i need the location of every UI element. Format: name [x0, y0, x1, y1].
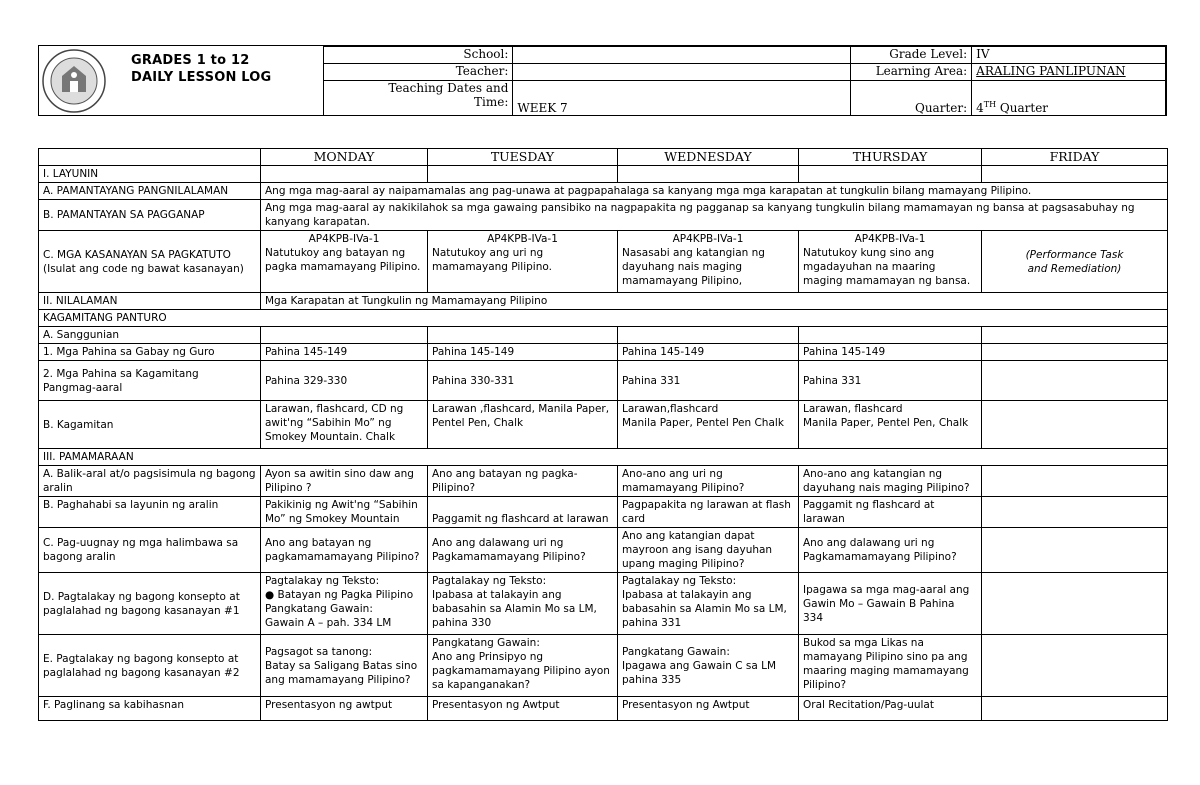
pagtalakay-2-wednesday: [618, 635, 799, 697]
table-row: [39, 528, 1168, 573]
table-cell[interactable]: [982, 166, 1168, 183]
pagtalakay-1-wednesday-line-2: Ipabasa at talakayin ang babasahin sa Alamin Mo sa LM, pahina 331: [622, 589, 787, 629]
day-header-row: [39, 149, 1168, 166]
b-kagamitan-monday: Larawan, flashcard, CD ng awit'ng “Sabihin Mo” ng Smokey Mountain. Chalk: [261, 401, 428, 449]
pagtalakay-2-wednesday-line-2: Ipagawa ang Gawain C sa LM pahina 335: [622, 659, 777, 686]
pagtalakay-2-tuesday: [428, 635, 618, 697]
table-row: [39, 231, 1168, 293]
teacher-label: Teacher:: [324, 64, 513, 81]
table-cell[interactable]: [261, 166, 428, 183]
table-cell[interactable]: [428, 327, 618, 344]
b-kagamitan-wednesday: [618, 401, 799, 449]
pagtalakay-1-wednesday: [618, 573, 799, 635]
table-cell[interactable]: [982, 344, 1168, 361]
competency-code: AP4KPB-IVa-1: [854, 233, 926, 245]
gabay-guro-wednesday: Pahina 145-149: [618, 344, 799, 361]
kagamitang-thursday: Pahina 331: [799, 361, 982, 401]
competency-text: Nasasabi ang katangian ng dayuhang nais maging mamamayang Pilipino,: [622, 247, 765, 287]
quarter-superscript: TH: [983, 100, 997, 109]
balik-aral-tuesday: Ano ang batayan ng pagka-Pilipino?: [428, 466, 618, 497]
grade-level-label: Grade Level:: [851, 47, 972, 64]
b-kagamitan-thursday-line-1: Larawan, flashcard: [803, 403, 903, 415]
table-row: [39, 183, 1168, 200]
table-row: [39, 573, 1168, 635]
balik-aral-thursday: Ano-ano ang katangian ng dayuhang nais maging Pilipino?: [799, 466, 982, 497]
kasanayan-thursday: [799, 231, 982, 293]
header-info-table: [323, 46, 1166, 116]
pamantayang-pangnilalaman-value: Ang mga mag-aaral ay naipamamalas ang pag-unawa at pagpapahalaga sa kanyang mga mga karapatan at tungkulin bilang mamayang Pilipino.: [261, 183, 1168, 200]
title-line-2: DAILY LESSON LOG: [131, 70, 272, 85]
b-kagamitan-wednesday-line-2: Manila Paper, Pentel Pen Chalk: [622, 417, 784, 429]
table-cell[interactable]: [982, 635, 1168, 697]
teaching-dates-label-line-2: Time:: [474, 95, 509, 109]
pamamaraan-heading: III. PAMAMARAAN: [39, 449, 1168, 466]
deped-seal-icon: [41, 48, 107, 114]
table-row: [39, 449, 1168, 466]
day-header-thursday: THURSDAY: [799, 149, 982, 166]
pagtalakay-2-tuesday-line-1: Pangkatang Gawain:: [432, 637, 540, 649]
table-row: [39, 635, 1168, 697]
quarter-label: Quarter:: [851, 81, 972, 116]
paghahabi-wednesday: Pagpapakita ng larawan at flash card: [618, 497, 799, 528]
table-row: [39, 401, 1168, 449]
pag-uugnay-tuesday: Ano ang dalawang uri ng Pagkamamamayang Pilipino?: [428, 528, 618, 573]
paghahabi-monday: Pakikinig ng Awit'ng “Sabihin Mo” ng Smokey Mountain: [261, 497, 428, 528]
table-cell[interactable]: [982, 466, 1168, 497]
lesson-log-table: [38, 148, 1168, 721]
pagtalakay-1-wednesday-line-1: Pagtalakay ng Teksto:: [622, 575, 737, 587]
kasanayan-label-line-2: (Isulat ang code ng bawat kasanayan): [43, 262, 244, 275]
kagamitang-label-line-2: Pangmag-aaral: [43, 381, 123, 394]
pagtalakay-1-monday-line-1: Pagtalakay ng Teksto:: [265, 575, 380, 587]
competency-text: Natutukoy ang uri ng mamamayang Pilipino.: [432, 247, 552, 273]
b-kagamitan-thursday-line-2: Manila Paper, Pentel Pen, Chalk: [803, 417, 969, 429]
header-block: [38, 45, 1167, 116]
school-label: School:: [324, 47, 513, 64]
performance-task-line-2: and Remediation): [1027, 262, 1122, 275]
gabay-guro-label: 1. Mga Pahina sa Gabay ng Guro: [39, 344, 261, 361]
kasanayan-wednesday: [618, 231, 799, 293]
table-row: [39, 697, 1168, 721]
table-row: [39, 361, 1168, 401]
kasanayan-label-line-1: C. MGA KASANAYAN SA PAGKATUTO: [43, 248, 231, 261]
competency-code: AP4KPB-IVa-1: [308, 233, 380, 245]
sanggunian-label: A. Sanggunian: [39, 327, 261, 344]
balik-aral-label: A. Balik-aral at/o pagsisimula ng bagong aralin: [39, 466, 261, 497]
pamantayan-sa-pagganap-value: Ang mga mag-aaral ay nakikilahok sa mga gawaing pansibiko na nagpapakita ng pagganap sa kanyang tungkulin bilang mamamayan ng bansa at pagsasabuhay ng kanyang karapatan.: [261, 200, 1168, 231]
day-header-monday: MONDAY: [261, 149, 428, 166]
table-row: [39, 293, 1168, 310]
title-line-1: GRADES 1 to 12: [131, 53, 250, 68]
pagtalakay-1-tuesday: [428, 573, 618, 635]
table-row: [39, 200, 1168, 231]
competency-text: Natutukoy ang batayan ng pagka mamamayang Pilipino.: [265, 247, 421, 273]
pagtalakay-1-tuesday-line-1: Pagtalakay ng Teksto:: [432, 575, 547, 587]
table-cell[interactable]: [428, 166, 618, 183]
kagamitang-wednesday: Pahina 331: [618, 361, 799, 401]
balik-aral-wednesday: Ano-ano ang uri ng mamamayang Pilipino?: [618, 466, 799, 497]
pagtalakay-2-tuesday-line-2: Ano ang Prinsipyo ng pagkamamamayang Pilipino ayon sa kapanganakan?: [432, 651, 610, 691]
kasanayan-label: [39, 231, 261, 293]
day-header-wednesday: WEDNESDAY: [618, 149, 799, 166]
kasanayan-tuesday: [428, 231, 618, 293]
pag-uugnay-label: C. Pag-uugnay ng mga halimbawa sa bagong aralin: [39, 528, 261, 573]
pagtalakay-1-thursday: Ipagawa sa mga mag-aaral ang Gawin Mo – Gawain B Pahina 334: [799, 573, 982, 635]
day-header-blank: [39, 149, 261, 166]
layunin-heading: I. LAYUNIN: [39, 166, 261, 183]
day-header-tuesday: TUESDAY: [428, 149, 618, 166]
pagtalakay-2-monday: [261, 635, 428, 697]
competency-code: AP4KPB-IVa-1: [487, 233, 558, 245]
pagtalakay-1-monday-line-4: Gawain A – pah. 334 LM: [265, 617, 392, 629]
nilalaman-value: Mga Karapatan at Tungkulin ng Mamamayang Pilipino: [261, 293, 1168, 310]
competency-code: AP4KPB-IVa-1: [672, 233, 744, 245]
table-cell[interactable]: [618, 166, 799, 183]
table-cell[interactable]: [799, 327, 982, 344]
competency-text: Natutukoy kung sino ang mgadayuhan na maaring maging mamamayan ng bansa.: [803, 247, 971, 287]
table-cell[interactable]: [261, 327, 428, 344]
paghahabi-thursday: Paggamit ng flashcard at larawan: [799, 497, 982, 528]
pagtalakay-2-label: E. Pagtalakay ng bagong konsepto at paglalahad ng bagong kasanayan #2: [39, 635, 261, 697]
table-cell[interactable]: [618, 327, 799, 344]
b-kagamitan-wednesday-line-1: Larawan,flashcard: [622, 403, 719, 415]
teacher-field[interactable]: [513, 64, 851, 81]
kasanayan-friday: [982, 231, 1168, 293]
b-kagamitan-thursday: [799, 401, 982, 449]
paglinang-thursday: Oral Recitation/Pag-uulat: [799, 697, 982, 721]
grade-level-field[interactable]: IV: [972, 47, 1166, 64]
table-cell[interactable]: [982, 528, 1168, 573]
pagtalakay-1-monday-line-3: Pangkatang Gawain:: [265, 603, 373, 615]
table-cell[interactable]: [982, 497, 1168, 528]
pagtalakay-2-wednesday-line-1: Pangkatang Gawain:: [622, 645, 730, 658]
b-kagamitan-tuesday: Larawan ,flashcard, Manila Paper, Pentel Pen, Chalk: [428, 401, 618, 449]
paghahabi-tuesday: Paggamit ng flashcard at larawan: [428, 497, 618, 528]
table-row: [39, 344, 1168, 361]
table-row: [39, 310, 1168, 327]
paghahabi-label: B. Paghahabi sa layunin ng aralin: [39, 497, 261, 528]
table-cell[interactable]: [982, 327, 1168, 344]
teaching-dates-field[interactable]: WEEK 7: [513, 81, 851, 116]
performance-task-line-1: (Performance Task: [1025, 248, 1124, 261]
table-row: [39, 166, 1168, 183]
pag-uugnay-thursday: Ano ang dalawang uri ng Pagkamamamayang Pilipino?: [799, 528, 982, 573]
learning-area-field[interactable]: ARALING PANLIPUNAN: [972, 64, 1166, 81]
form-title: [131, 52, 271, 86]
kagamitang-monday: Pahina 329-330: [261, 361, 428, 401]
kagamitang-panturo-heading: KAGAMITANG PANTURO: [39, 310, 1168, 327]
kagamitang-mag-aaral-label: [39, 361, 261, 401]
pag-uugnay-wednesday: Ano ang katangian dapat mayroon ang isang dayuhan upang maging Pilipino?: [618, 528, 799, 573]
pagtalakay-2-monday-line-2: Batay sa Saligang Batas sino ang mamamayang Pilipino?: [265, 659, 418, 686]
paglinang-tuesday: Presentasyon ng Awtput: [428, 697, 618, 721]
kasanayan-monday: [261, 231, 428, 293]
quarter-field[interactable]: [972, 81, 1166, 116]
b-kagamitan-label: B. Kagamitan: [39, 401, 261, 449]
table-cell[interactable]: [982, 573, 1168, 635]
pagtalakay-2-thursday: Bukod sa mga Likas na mamayang Pilipino sino pa ang maaring maging mamamayang Pilipino?: [799, 635, 982, 697]
pagtalakay-1-monday: [261, 573, 428, 635]
pamantayan-sa-pagganap-label: B. PAMANTAYAN SA PAGGANAP: [39, 200, 261, 231]
table-row: [39, 466, 1168, 497]
table-cell[interactable]: [982, 361, 1168, 401]
teaching-dates-label: [324, 81, 513, 116]
learning-area-label: Learning Area:: [851, 64, 972, 81]
teaching-dates-label-line-1: Teaching Dates and: [388, 81, 509, 95]
gabay-guro-monday: Pahina 145-149: [261, 344, 428, 361]
balik-aral-monday: Ayon sa awitin sino daw ang Pilipino ?: [261, 466, 428, 497]
table-cell[interactable]: [982, 401, 1168, 449]
table-cell[interactable]: [982, 697, 1168, 721]
kagamitang-label-line-1: 2. Mga Pahina sa Kagamitang: [43, 367, 199, 380]
pagtalakay-1-label: D. Pagtalakay ng bagong konsepto at paglalahad ng bagong kasanayan #1: [39, 573, 261, 635]
pagtalakay-1-tuesday-line-2: Ipabasa at talakayin ang babasahin sa Alamin Mo sa LM, pahina 330: [432, 589, 597, 629]
school-field[interactable]: [513, 47, 851, 64]
kagamitang-tuesday: Pahina 330-331: [428, 361, 618, 401]
table-row: [39, 327, 1168, 344]
table-cell[interactable]: [799, 166, 982, 183]
paglinang-monday: Presentasyon ng awtput: [261, 697, 428, 721]
pamantayang-pangnilalaman-label: A. PAMANTAYANG PANGNILALAMAN: [39, 183, 261, 200]
pagtalakay-2-monday-line-1: Pagsagot sa tanong:: [265, 645, 373, 658]
gabay-guro-tuesday: Pahina 145-149: [428, 344, 618, 361]
paglinang-label: F. Paglinang sa kabihasnan: [39, 697, 261, 721]
gabay-guro-thursday: Pahina 145-149: [799, 344, 982, 361]
paglinang-wednesday: Presentasyon ng Awtput: [618, 697, 799, 721]
quarter-suffix: Quarter: [996, 101, 1049, 115]
day-header-friday: FRIDAY: [982, 149, 1168, 166]
quarter-number: 4: [976, 101, 984, 115]
pag-uugnay-monday: Ano ang batayan ng pagkamamamayang Pilipino?: [261, 528, 428, 573]
table-row: [39, 497, 1168, 528]
nilalaman-label: II. NILALAMAN: [39, 293, 261, 310]
pagtalakay-1-monday-line-2: ● Batayan ng Pagka Pilipino: [265, 589, 414, 601]
